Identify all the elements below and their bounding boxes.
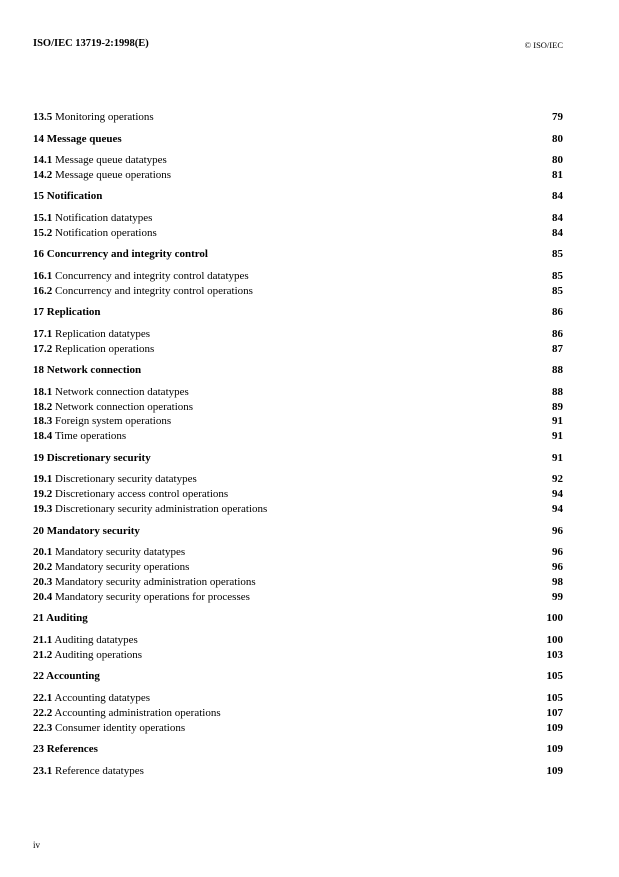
toc-title-text: Notification datatypes [55,211,153,224]
toc-title-text: Message queue datatypes [55,154,167,166]
toc-entry-title [33,502,267,517]
toc-title-text: Replication operations [55,342,155,355]
toc-page-number: 105 [546,691,563,704]
toc-page-number: 107 [546,706,563,719]
toc-entry-title [33,226,157,241]
toc-page-number: 109 [546,764,563,777]
toc-section-number: 15.1 [33,211,53,224]
toc-chapter-entry[interactable] [33,247,563,262]
toc-entry-title [33,706,221,721]
toc-section-number: 20.2 [33,561,53,574]
toc-section-entry[interactable] [33,472,563,487]
toc-entry-title [33,189,102,204]
toc-page-number: 85 [552,269,563,282]
toc-title-text: 22 Accounting [33,670,100,683]
toc-chapter-entry[interactable] [33,742,563,757]
toc-page-number: 80 [552,132,563,145]
toc-entry-title [33,153,167,168]
toc-section-entry[interactable] [33,269,563,284]
toc-section-entry[interactable] [33,560,563,575]
toc-section-number: 16.2 [33,284,53,297]
toc-entry-title [33,414,171,429]
toc-chapter-entry[interactable] [33,451,563,466]
toc-section-number: 17.1 [33,327,53,340]
toc-page-number: 81 [552,168,563,181]
toc-section-entry[interactable] [33,487,563,502]
table-of-contents [33,110,563,779]
toc-entry-title [33,691,150,706]
toc-page-number: 79 [552,111,563,123]
toc-entry-title [33,611,88,626]
toc-entry-title [33,545,185,560]
toc-title-text: Discretionary access control operations [55,488,229,501]
toc-title-text: 20 Mandatory security [33,524,140,537]
toc-title-text: Mandatory security datatypes [55,546,186,559]
toc-page-number: 92 [552,473,563,486]
toc-title-text: Mandatory security operations [55,561,190,574]
toc-page-number: 86 [552,306,563,319]
toc-page-number: 100 [546,612,563,625]
toc-page-number: 87 [552,342,563,355]
toc-section-entry[interactable] [33,721,563,736]
toc-section-entry[interactable] [33,575,563,590]
toc-section-entry[interactable] [33,590,563,605]
toc-title-text: Network connection operations [55,400,194,413]
toc-title-text: Notification operations [55,226,157,239]
toc-title-text: Accounting administration operations [54,706,221,719]
toc-section-number: 18.3 [33,415,53,428]
toc-section-number: 18.2 [33,400,53,413]
toc-title-text: Mandatory security administration operations [55,575,256,588]
toc-title-text: 15 Notification [33,190,103,203]
toc-section-number: 15.2 [33,226,53,239]
toc-page-number: 109 [546,721,563,734]
toc-entry-title [33,742,98,757]
toc-entry-title [33,327,150,342]
toc-section-number: 20.4 [33,590,53,603]
toc-entry-title [33,487,228,502]
toc-section-number: 20.1 [33,546,53,559]
toc-page-number: 96 [552,524,563,537]
toc-title-text: Time operations [54,430,127,443]
toc-section-entry[interactable] [33,342,563,357]
toc-page-number: 91 [552,415,563,428]
toc-section-number: 14.1 [33,154,53,166]
toc-title-text: 14 Message queues [33,132,122,145]
toc-section-entry[interactable] [33,414,563,429]
toc-chapter-entry[interactable] [33,132,563,147]
toc-section-number: 19.2 [33,488,53,501]
toc-entry-title [33,269,249,284]
toc-chapter-entry[interactable] [33,305,563,320]
toc-section-number: 20.3 [33,575,53,588]
toc-chapter-entry[interactable] [33,611,563,626]
toc-entry-title [33,429,126,444]
toc-entry-title [33,168,171,183]
toc-page-number: 88 [552,364,563,377]
toc-section-entry[interactable] [33,633,563,648]
toc-title-text: Consumer identity operations [55,721,186,734]
toc-entry-title [33,669,100,684]
toc-section-entry[interactable] [33,691,563,706]
toc-title-text: Discretionary security administration operations [55,503,268,516]
toc-title-text: Concurrency and integrity control operations [55,284,253,297]
toc-entry-title [33,524,140,539]
toc-title-text: 21 Auditing [33,612,88,625]
toc-entry-title [33,451,151,466]
toc-entry-title [33,385,189,400]
toc-title-text: 19 Discretionary security [33,451,151,464]
toc-section-entry[interactable] [33,110,563,125]
toc-entry-title [33,342,154,357]
toc-section-entry[interactable] [33,706,563,721]
toc-entry-title [33,764,144,779]
toc-title-text: Auditing operations [54,648,143,661]
toc-page-number: 105 [546,670,563,683]
toc-section-entry[interactable] [33,400,563,415]
toc-entry-title [33,648,142,663]
toc-title-text: Concurrency and integrity control datatypes [55,269,249,282]
toc-section-number: 18.4 [33,430,53,443]
toc-section-number: 16.1 [33,269,53,282]
toc-section-entry[interactable] [33,385,563,400]
toc-section-number: 17.2 [33,342,53,355]
toc-title-text: Replication datatypes [55,327,150,340]
copyright-mark: © ISO/IEC [524,40,563,50]
toc-entry-title [33,575,256,590]
toc-page-number: 99 [552,590,563,603]
toc-entry-title [33,560,189,575]
toc-section-entry[interactable] [33,502,563,517]
toc-title-text: Foreign system operations [55,415,172,428]
document-id: ISO/IEC 13719-2:1998(E) [33,38,149,49]
toc-section-entry[interactable] [33,327,563,342]
toc-section-number: 14.2 [33,168,53,181]
toc-page-number: 84 [552,226,563,239]
toc-entry-title [33,633,138,648]
toc-section-number: 22.3 [33,721,53,734]
toc-chapter-entry[interactable] [33,669,563,684]
toc-section-entry[interactable] [33,153,563,168]
toc-title-text: 23 References [33,743,98,756]
toc-entry-title [33,132,122,147]
toc-title-text: 16 Concurrency and integrity control [33,248,208,261]
toc-page-number: 103 [546,648,563,661]
toc-page-number: 86 [552,327,563,340]
toc-section-entry[interactable] [33,429,563,444]
toc-page-number: 91 [552,430,563,443]
toc-section-entry[interactable] [33,648,563,663]
toc-section-entry[interactable] [33,211,563,226]
toc-page-number: 94 [552,503,563,516]
toc-page-number: 96 [552,561,563,574]
toc-page-number: 98 [552,575,563,588]
toc-page-number: 94 [552,488,563,501]
toc-section-entry[interactable] [33,226,563,241]
toc-section-entry[interactable] [33,284,563,299]
toc-section-number: 22.1 [33,691,53,704]
toc-page-number: 96 [552,546,563,559]
page-number: iv [33,840,41,850]
toc-title-text: Mandatory security operations for processes [55,590,250,603]
toc-title-text: 17 Replication [33,306,101,319]
toc-chapter-entry[interactable] [33,524,563,539]
toc-page-number: 91 [552,451,563,464]
toc-section-number: 13.5 [33,111,53,123]
toc-section-entry[interactable] [33,764,563,779]
toc-entry-title [33,363,141,378]
toc-page-number: 89 [552,400,563,413]
toc-page-number: 88 [552,385,563,398]
toc-chapter-entry[interactable] [33,363,563,378]
toc-entry-title [33,211,152,226]
toc-section-number: 22.2 [33,706,53,719]
toc-page-number: 100 [546,633,563,646]
toc-chapter-entry[interactable] [33,189,563,204]
toc-section-number: 19.1 [33,473,53,486]
toc-section-entry[interactable] [33,168,563,183]
toc-page-number: 109 [546,743,563,756]
toc-entry-title [33,721,185,736]
toc-title-text: Reference datatypes [55,764,144,777]
toc-page-number: 80 [552,154,563,166]
toc-entry-title [33,472,197,487]
toc-entry-title [33,305,101,320]
toc-title-text: 18 Network connection [33,364,142,377]
toc-entry-title [33,400,193,415]
toc-title-text: Accounting datatypes [54,691,151,704]
toc-entry-title [33,110,154,125]
toc-entry-title [33,247,208,262]
toc-entry-title [33,590,250,605]
toc-title-text: Discretionary security datatypes [55,473,197,486]
toc-title-text: Monitoring operations [55,111,154,123]
toc-title-text: Network connection datatypes [55,385,189,398]
toc-page-number: 84 [552,190,563,203]
toc-title-text: Auditing datatypes [54,633,138,646]
toc-section-number: 19.3 [33,503,53,516]
toc-section-number: 18.1 [33,385,53,398]
toc-section-number: 21.2 [33,648,53,661]
toc-section-number: 23.1 [33,764,53,777]
toc-page-number: 84 [552,211,563,224]
toc-page-number: 85 [552,248,563,261]
toc-section-entry[interactable] [33,545,563,560]
toc-section-number: 21.1 [33,633,53,646]
toc-title-text: Message queue operations [55,168,172,181]
toc-page-number: 85 [552,284,563,297]
toc-entry-title [33,284,253,299]
